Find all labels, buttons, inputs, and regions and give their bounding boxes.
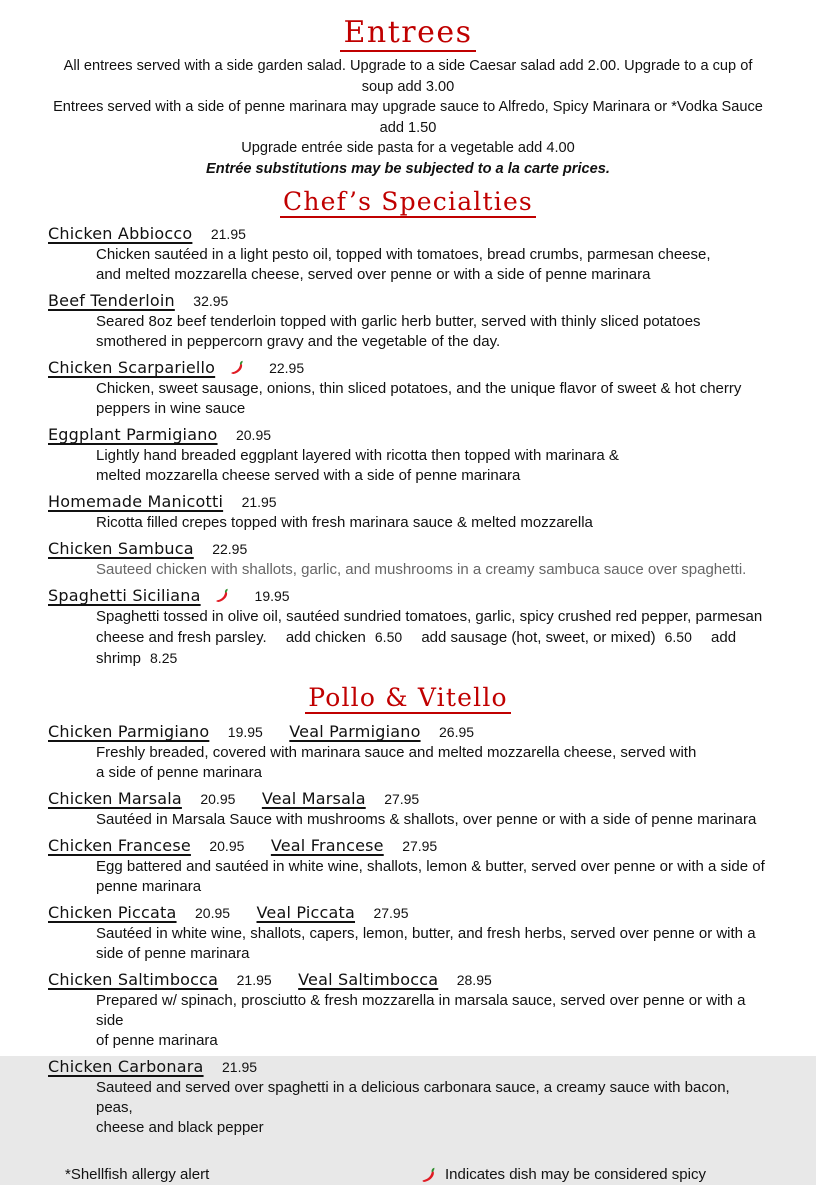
dish-description: Sauteed and served over spaghetti in a delicious carbonara sauce, a creamy sauce with bacon, peas, bbox=[96, 1079, 730, 1116]
chili-pepper-icon bbox=[214, 587, 231, 604]
dish-price: 32.95 bbox=[193, 293, 229, 309]
footer bbox=[48, 1165, 768, 1185]
dish-price: 20.95 bbox=[200, 791, 236, 807]
dish-price: 19.95 bbox=[227, 724, 263, 740]
dish-price: 28.95 bbox=[456, 972, 492, 988]
section-heading-pollo-vitello bbox=[48, 683, 768, 714]
menu-item bbox=[48, 223, 768, 285]
item-header bbox=[48, 969, 768, 991]
intro-line: Upgrade entrée side pasta for a vegetable add 4.00 bbox=[241, 140, 575, 156]
menu-item bbox=[48, 788, 768, 830]
dish-description: Sauteed chicken with shallots, garlic, and mushrooms in a creamy sambuca sauce over spaghetti. bbox=[96, 561, 747, 578]
menu-item bbox=[48, 538, 768, 580]
dish-name: Eggplant Parmigiano bbox=[48, 425, 218, 444]
item-header bbox=[48, 357, 768, 379]
dish-price: 19.95 bbox=[254, 588, 290, 604]
menu-item bbox=[48, 290, 768, 352]
item-header bbox=[48, 835, 768, 857]
dish-price: 22.95 bbox=[212, 541, 248, 557]
dish-description: penne marinara bbox=[96, 878, 202, 895]
dish-description: side of penne marinara bbox=[96, 945, 250, 962]
page-title-text: Entrees bbox=[340, 16, 475, 52]
dish-price: 20.95 bbox=[195, 905, 231, 921]
dish-description: melted mozzarella cheese served with a side of penne marinara bbox=[96, 467, 521, 484]
item-header bbox=[48, 902, 768, 924]
menu-item bbox=[48, 424, 768, 486]
dish-description-text: cheese and fresh parsley. bbox=[96, 629, 267, 646]
dish-price: 26.95 bbox=[439, 724, 475, 740]
dish-name: Chicken Francese bbox=[48, 836, 191, 855]
addon-label: add chicken bbox=[285, 629, 366, 646]
dish-name: Veal Saltimbocca bbox=[298, 970, 439, 989]
dish-name: Chicken Saltimbocca bbox=[48, 970, 219, 989]
menu-item bbox=[48, 721, 768, 783]
chili-pepper-icon bbox=[420, 1166, 438, 1184]
menu-item bbox=[48, 835, 768, 897]
dish-name: Chicken Parmigiano bbox=[48, 722, 210, 741]
item-header bbox=[48, 538, 768, 560]
section-heading-text: Pollo & Vitello bbox=[305, 683, 511, 714]
dish-price: 21.95 bbox=[236, 972, 272, 988]
dish-description: of penne marinara bbox=[96, 1032, 218, 1049]
dish-description: and melted mozzarella cheese, served over penne or with a side of penne marinara bbox=[96, 266, 651, 283]
addon bbox=[286, 629, 402, 646]
dish-name: Veal Parmigiano bbox=[289, 722, 421, 741]
item-header bbox=[48, 1056, 768, 1078]
dish-description: a side of penne marinara bbox=[96, 764, 262, 781]
section-heading-chefs-specialties bbox=[48, 187, 768, 218]
dish-description bbox=[96, 627, 768, 669]
addon-label: add shrimp bbox=[96, 629, 737, 667]
chili-pepper-icon bbox=[229, 359, 246, 376]
spicy-legend bbox=[420, 1165, 706, 1185]
menu-item bbox=[48, 491, 768, 533]
dish-description: Egg battered and sautéed in white wine, shallots, lemon & butter, served over penne or with a side of bbox=[96, 858, 765, 875]
dish-description: Sautéed in Marsala Sauce with mushrooms & shallots, over penne or with a side of penne marinara bbox=[96, 811, 757, 828]
dish-description: Chicken sautéed in a light pesto oil, topped with tomatoes, bread crumbs, parmesan cheese, bbox=[96, 246, 711, 263]
dish-description: Lightly hand breaded eggplant layered with ricotta then topped with marinara & bbox=[96, 447, 619, 464]
menu-item bbox=[48, 357, 768, 419]
dish-price: 22.95 bbox=[269, 360, 305, 376]
dish-name: Chicken Abbiocco bbox=[48, 224, 193, 243]
addon-price: 8.25 bbox=[150, 650, 178, 666]
section-heading-text: Chef’s Specialties bbox=[280, 187, 536, 218]
dish-description: Seared 8oz beef tenderloin topped with garlic herb butter, served with thinly sliced potatoes bbox=[96, 313, 701, 330]
menu-item bbox=[48, 969, 768, 1051]
addon-price: 6.50 bbox=[374, 629, 403, 645]
dish-description: Ricotta filled crepes topped with fresh marinara sauce & melted mozzarella bbox=[96, 514, 593, 531]
dish-price: 21.95 bbox=[222, 1059, 258, 1075]
dish-name: Chicken Scarpariello bbox=[48, 358, 216, 377]
dish-name: Chicken Piccata bbox=[48, 903, 177, 922]
menu-item bbox=[48, 585, 768, 669]
dish-name: Veal Piccata bbox=[256, 903, 356, 922]
dish-name: Spaghetti Siciliana bbox=[48, 586, 201, 605]
dish-description: peppers in wine sauce bbox=[96, 400, 246, 417]
dish-description: Chicken, sweet sausage, onions, thin sliced potatoes, and the unique flavor of sweet & hot cherry bbox=[96, 380, 742, 397]
dish-price: 21.95 bbox=[210, 226, 246, 242]
allergy-note: *Shellfish allergy alert bbox=[65, 1166, 210, 1183]
addon-label: add sausage (hot, sweet, or mixed) bbox=[421, 629, 656, 646]
addon bbox=[421, 629, 692, 646]
dish-name: Veal Marsala bbox=[261, 789, 366, 808]
dish-price: 27.95 bbox=[402, 838, 438, 854]
page-title bbox=[48, 16, 768, 52]
dish-description: Spaghetti tossed in olive oil, sautéed sundried tomatoes, garlic, spicy crushed red pepper, parmesan bbox=[96, 608, 763, 625]
dish-description: cheese and black pepper bbox=[96, 1119, 264, 1136]
intro-line-substitutions: Entrée substitutions may be subjected to a la carte prices. bbox=[206, 160, 610, 177]
intro-block bbox=[48, 56, 768, 179]
intro-line: All entrees served with a side garden salad. Upgrade to a side Caesar salad add 2.00. Upgrade to a cup of soup add 3.00 bbox=[63, 58, 753, 95]
dish-price: 27.95 bbox=[384, 791, 420, 807]
dish-description: Sautéed in white wine, shallots, capers, lemon, butter, and fresh herbs, served over penne or with a bbox=[96, 925, 756, 942]
addon-price: 6.50 bbox=[664, 629, 692, 645]
item-header bbox=[48, 290, 768, 312]
item-header bbox=[48, 491, 768, 513]
dish-price: 20.95 bbox=[235, 427, 272, 443]
menu-item bbox=[48, 1056, 768, 1138]
dish-name: Chicken Sambuca bbox=[48, 539, 194, 558]
menu-item bbox=[48, 902, 768, 964]
dish-name: Beef Tenderloin bbox=[48, 291, 175, 310]
dish-price: 20.95 bbox=[209, 838, 245, 854]
intro-line: Entrees served with a side of penne marinara may upgrade sauce to Alfredo, Spicy Marinara or *Vodka Sauce add 1.50 bbox=[53, 99, 763, 136]
dish-description: Freshly breaded, covered with marinara sauce and melted mozzarella cheese, served with bbox=[96, 744, 697, 761]
dish-name: Chicken Carbonara bbox=[48, 1057, 204, 1076]
dish-price: 27.95 bbox=[373, 905, 409, 921]
dish-description: smothered in peppercorn gravy and the vegetable of the day. bbox=[96, 333, 501, 350]
item-header bbox=[48, 585, 768, 607]
spicy-note: Indicates dish may be considered spicy bbox=[445, 1166, 706, 1183]
item-header bbox=[48, 788, 768, 810]
dish-name: Veal Francese bbox=[270, 836, 384, 855]
item-header bbox=[48, 223, 768, 245]
dish-description: Prepared w/ spinach, prosciutto & fresh mozzarella in marsala sauce, served over penne or with a side bbox=[96, 992, 746, 1029]
item-header bbox=[48, 424, 768, 446]
dish-price: 21.95 bbox=[241, 494, 277, 510]
dish-name: Chicken Marsala bbox=[48, 789, 182, 808]
item-header bbox=[48, 721, 768, 743]
dish-name: Homemade Manicotti bbox=[48, 492, 224, 511]
